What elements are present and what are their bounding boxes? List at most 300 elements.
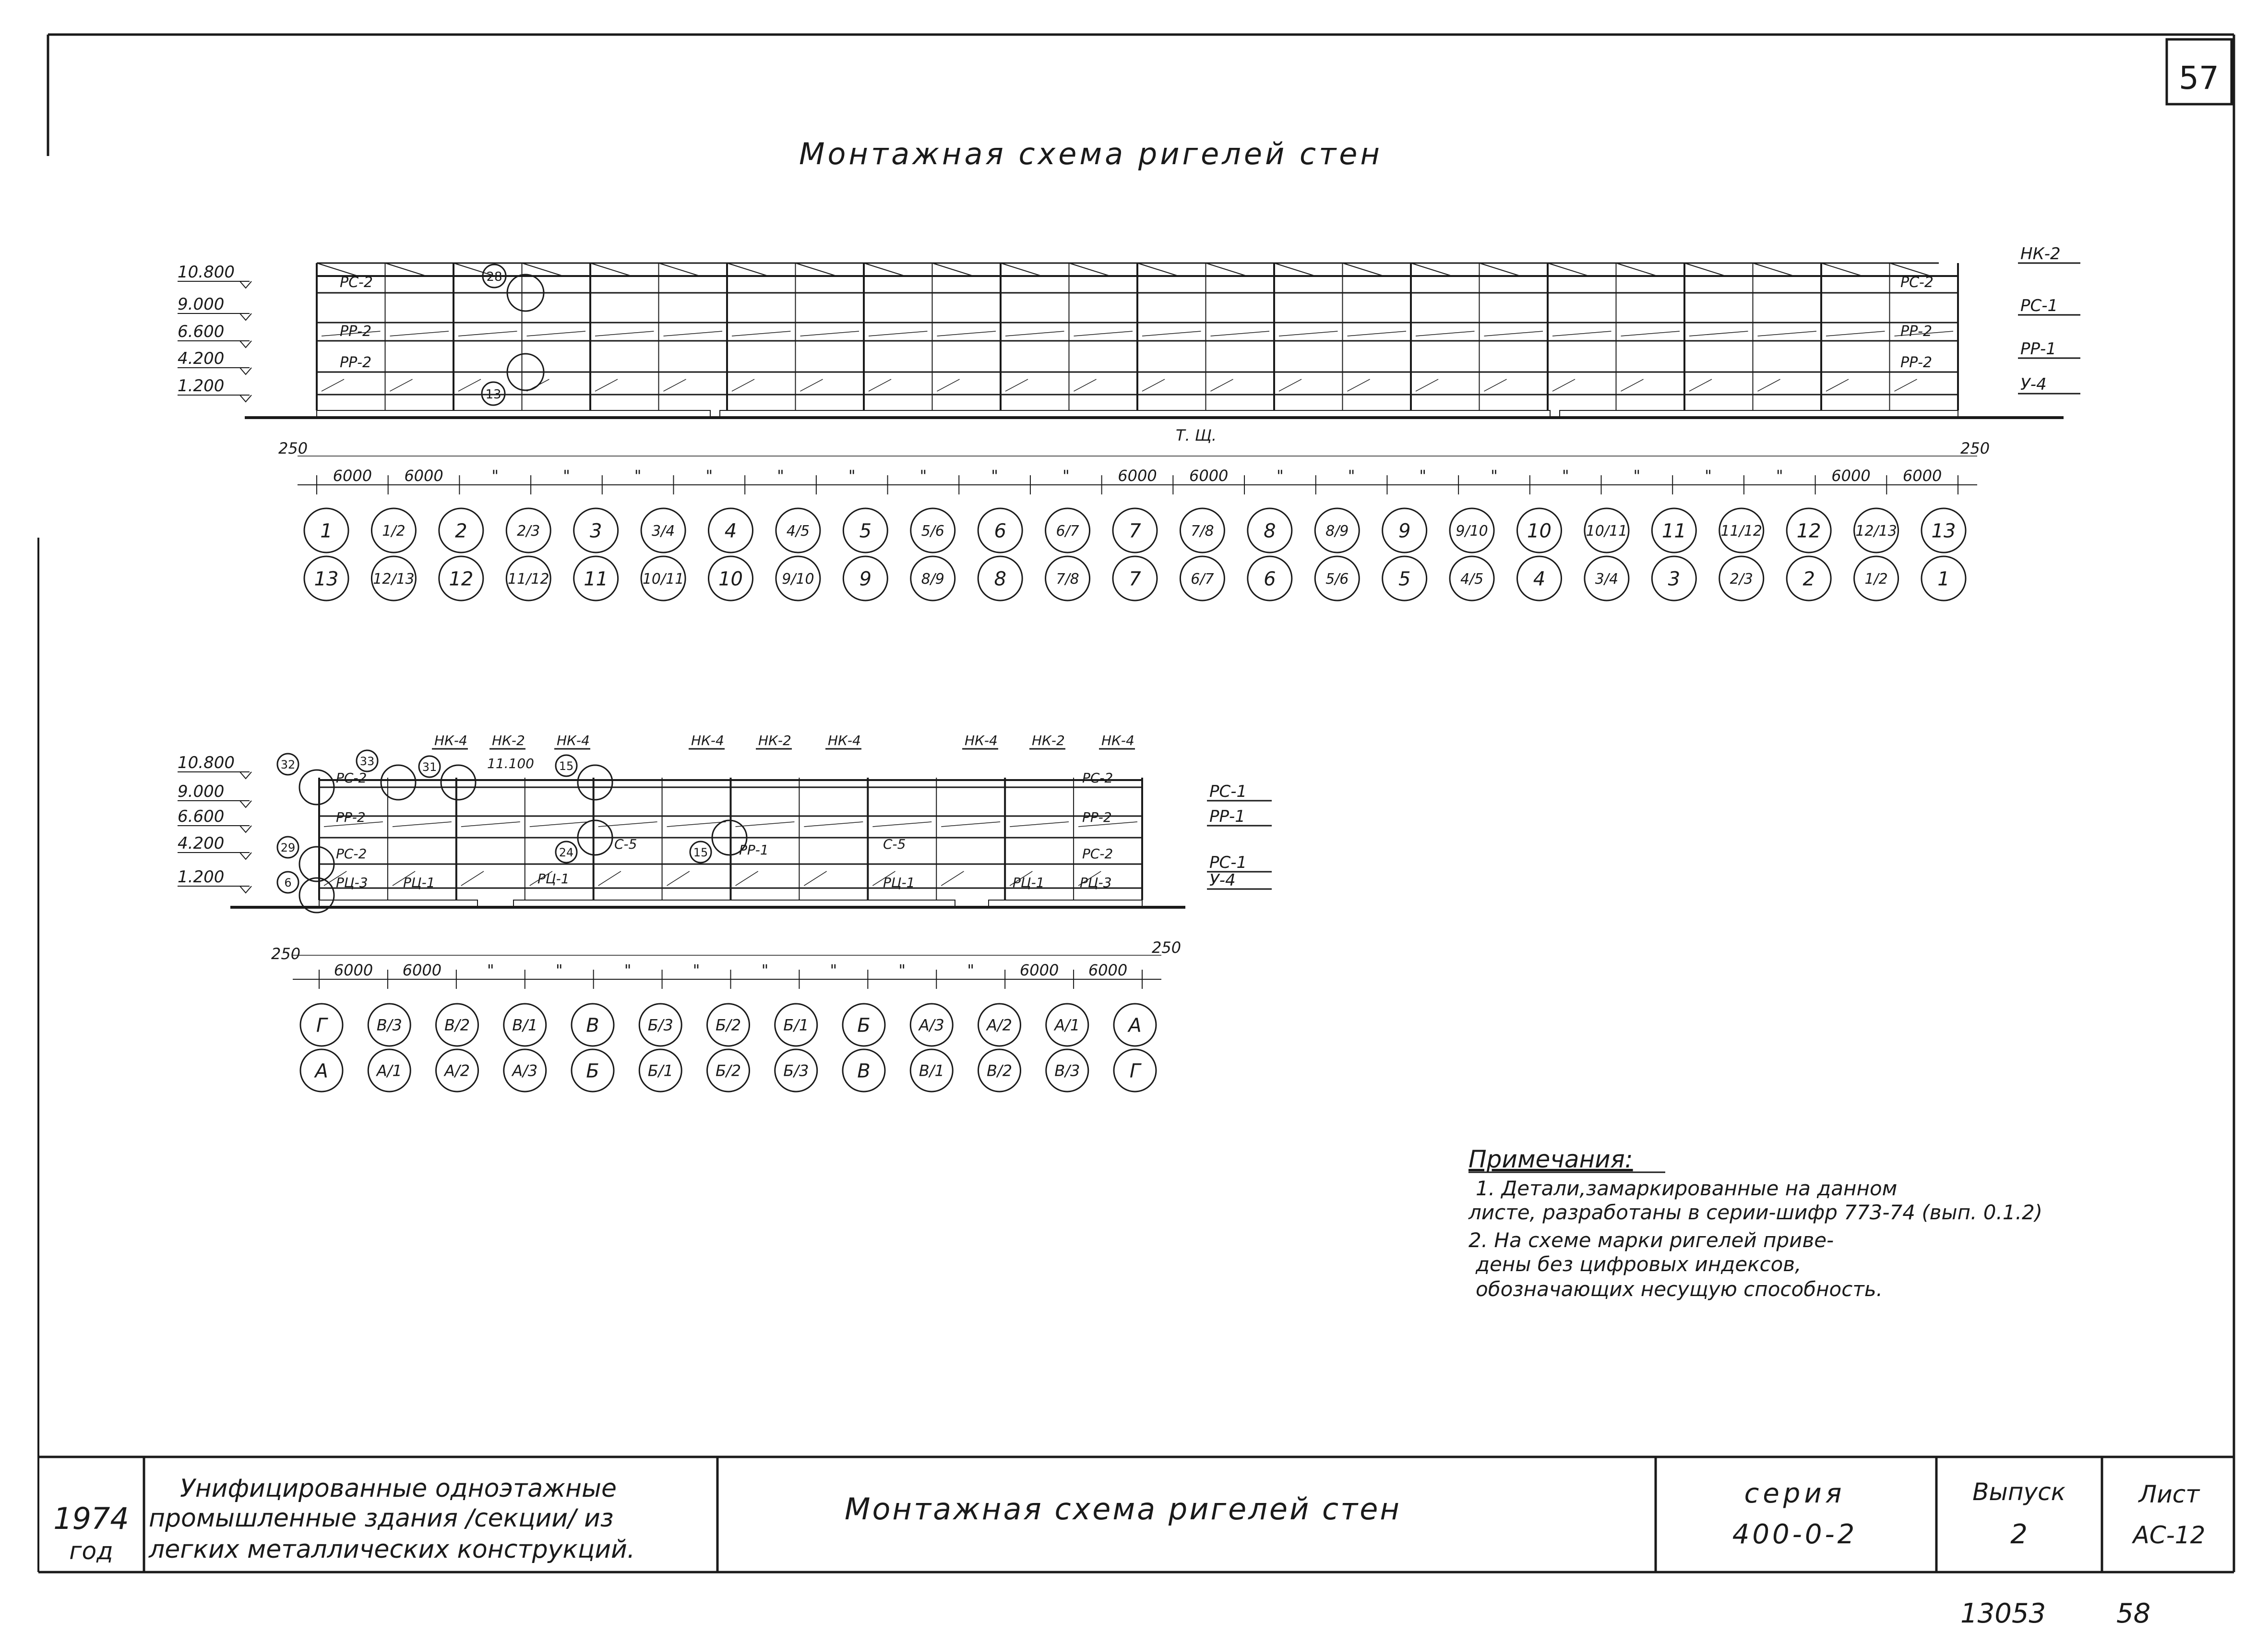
- e2-axis-bottom-1: [300, 1049, 343, 1092]
- e1-brace-b-11: [1005, 379, 1028, 391]
- e2-axis-bottom-12-label: В/3: [1054, 1061, 1080, 1080]
- e2-axis-bottom-1-label: А: [315, 1060, 328, 1082]
- e1-axis-top-23: [1787, 508, 1831, 553]
- tb-project-line-1: Унифицированные одноэтажные: [180, 1474, 617, 1503]
- e1-axis-top-3: [439, 508, 483, 553]
- e1-axis-top-18-label: 9/10: [1456, 522, 1488, 540]
- e1-roof-brace-14: [1206, 263, 1247, 276]
- e2-axis-top-6-label: Б/3: [647, 1016, 673, 1034]
- e1-axis-bottom-23: [1787, 556, 1831, 601]
- e2-callout-29: 29: [280, 841, 296, 854]
- e1-axis-top-17-label: 9: [1398, 520, 1411, 542]
- e1-axis-bottom-6: [641, 556, 685, 601]
- e1-axis-row-bottom: [304, 556, 1966, 601]
- e1-axis-bottom-19: [1517, 556, 1562, 601]
- elevation-1-frame: [245, 263, 2064, 418]
- e2-axis-row-top: [300, 1004, 1156, 1046]
- e2-axis-bottom-11-label: В/2: [986, 1061, 1013, 1080]
- e2-brace-b-5: [598, 871, 621, 886]
- e1-brace-a-13: [1142, 331, 1201, 336]
- e1-span-9: ": [919, 467, 927, 485]
- e1-axis-bottom-22: [1719, 556, 1764, 601]
- e1-brace-b-3: [458, 379, 481, 391]
- e2-top-label-5: НК-4: [691, 733, 724, 748]
- elevation-1: [178, 244, 2080, 601]
- e1-span-10: ": [991, 467, 998, 485]
- e1-brace-b-21: [1689, 379, 1712, 391]
- e2-callout-6: 6: [284, 876, 292, 890]
- e1-axis-top-9: [843, 508, 887, 553]
- e2-side-label-1: РС-1: [1209, 782, 1247, 801]
- e1-axis-top-23-label: 12: [1796, 520, 1821, 542]
- e2-level-arrow-5: [240, 886, 251, 893]
- e2-axis-bottom-2: [368, 1049, 410, 1092]
- e2-level-arrow-1: [240, 772, 251, 779]
- e2-tag-8: РР-1: [739, 842, 769, 858]
- e1-axis-bottom-8: [776, 556, 820, 601]
- e1-axis-top-12-label: 6/7: [1056, 522, 1079, 540]
- e2-axis-top-11-label: А/2: [986, 1016, 1013, 1034]
- e2-axis-top-2-label: В/3: [376, 1016, 402, 1034]
- e2-brace-a-7: [736, 822, 795, 827]
- e2-axis-top-12: [1046, 1004, 1088, 1046]
- e2-tag-2: РР-2: [336, 809, 366, 825]
- e1-span-4: ": [563, 467, 570, 485]
- e1-roof-brace-8: [796, 263, 837, 276]
- e1-roof-brace-15: [1274, 263, 1315, 276]
- e1-span-19: ": [1633, 467, 1641, 485]
- e1-axis-bottom-17-label: 5: [1398, 568, 1411, 590]
- e1-axis-top-11: [978, 508, 1022, 553]
- e2-axis-top-10-label: А/3: [919, 1016, 944, 1034]
- e1-axis-top-11-label: 6: [994, 520, 1006, 542]
- e2-level-4: 4.200: [178, 834, 225, 853]
- e1-axis-top-25: [1922, 508, 1966, 553]
- e1-brace-a-21: [1689, 331, 1748, 336]
- e2-tag-13: РС-2: [1082, 770, 1113, 786]
- e1-brace-a-10: [937, 331, 996, 336]
- e2-span-2: 6000: [402, 961, 442, 979]
- e2-axis-bottom-9: [843, 1049, 885, 1092]
- e1-axis-bottom-1: [304, 556, 348, 601]
- e1-ground-label: Т. Щ.: [1176, 426, 1217, 445]
- e1-roof-brace-12: [1069, 263, 1110, 276]
- e1-right-tag-3: РР-2: [1900, 354, 1933, 371]
- e1-axis-top-17: [1383, 508, 1427, 553]
- e1-axis-bottom-3-label: 12: [449, 568, 474, 590]
- e1-brace-b-24: [1895, 379, 1917, 391]
- e1-level-arrow-4: [240, 368, 251, 374]
- e2-tag-14: РР-2: [1082, 809, 1112, 825]
- e1-axis-top-25-label: 13: [1931, 520, 1956, 542]
- e1-axis-top-4-label: 2/3: [517, 522, 540, 540]
- e2-brace-b-6: [667, 871, 690, 886]
- e1-axis-top-14: [1180, 508, 1224, 553]
- tb-series-value: 400-0-2: [1732, 1519, 1858, 1550]
- e1-brace-a-12: [1074, 331, 1133, 336]
- e1-axis-bottom-4-label: 11/12: [508, 570, 549, 588]
- e2-tag-7: С-5: [614, 836, 637, 852]
- e2-brace-a-11: [1010, 822, 1069, 827]
- e1-axis-top-8: [776, 508, 820, 553]
- e1-roof-brace-19: [1548, 263, 1589, 276]
- svg-text:28: 28: [486, 270, 502, 284]
- e1-brace-a-3: [458, 331, 517, 336]
- e1-span-11: ": [1062, 467, 1070, 485]
- e2-level-3: 6.600: [178, 807, 225, 826]
- e2-foundation-2: [513, 900, 955, 907]
- e1-axis-row-top: [304, 508, 1966, 553]
- e1-axis-top-13: [1113, 508, 1157, 553]
- e2-top-label-9: НК-2: [1032, 733, 1065, 748]
- e1-brace-a-5: [595, 331, 654, 336]
- e1-axis-bottom-4: [506, 556, 550, 601]
- e1-axis-top-20: [1585, 508, 1629, 553]
- page-number: 57: [2179, 60, 2219, 96]
- e1-axis-top-5: [574, 508, 618, 553]
- e1-axis-bottom-12-label: 7/8: [1056, 570, 1079, 588]
- note-line-2: листе, разработаны в серии-шифр 773-74 (вып. 0.1.2): [1468, 1201, 2043, 1224]
- e2-axis-bottom-12: [1046, 1049, 1088, 1092]
- e2-axis-top-13: [1114, 1004, 1156, 1046]
- e2-tag-11: РЦ-1: [1013, 875, 1045, 890]
- tb-issue-value: 2: [2010, 1519, 2028, 1550]
- e1-axis-top-21: [1652, 508, 1696, 553]
- e1-right-tag-1: РС-2: [1900, 274, 1934, 291]
- e2-inner-tags: [336, 770, 1113, 890]
- e1-left-tag-1: РС-2: [340, 274, 373, 291]
- e1-axis-bottom-24-label: 1/2: [1864, 570, 1888, 588]
- e2-brace-b-10: [941, 871, 964, 886]
- e1-brace-b-1: [322, 379, 344, 391]
- e1-span-12: 6000: [1118, 467, 1157, 485]
- tb-drawing-title: Монтажная схема ригелей стен: [845, 1491, 1401, 1527]
- e2-level-2: 9.000: [178, 782, 225, 801]
- e1-level-3: 6.600: [178, 322, 225, 341]
- e2-span-4: ": [555, 961, 563, 979]
- e2-span-dimensions: [293, 955, 1161, 989]
- e1-axis-bottom-13: [1113, 556, 1157, 601]
- e2-brace-a-8: [804, 822, 863, 827]
- e2-offset-left: 250: [271, 945, 301, 963]
- e1-brace-b-13: [1142, 379, 1165, 391]
- e2-axis-top-9: [843, 1004, 885, 1046]
- e2-callout-15a: 15: [559, 759, 574, 773]
- e2-span-5: ": [624, 961, 632, 979]
- e1-brace-b-22: [1758, 379, 1780, 391]
- e2-axis-top-2: [368, 1004, 410, 1046]
- e2-span-10: ": [967, 961, 975, 979]
- e1-brace-b-17: [1416, 379, 1438, 391]
- e2-tag-3: РС-2: [336, 846, 367, 862]
- e1-roof-brace-11: [1001, 263, 1042, 276]
- e1-axis-bottom-14: [1180, 556, 1224, 601]
- e2-axis-bottom-13: [1114, 1049, 1156, 1092]
- e1-span-3: ": [491, 467, 499, 485]
- e1-axis-bottom-15: [1248, 556, 1292, 601]
- e1-axis-top-10: [911, 508, 955, 553]
- svg-text:13: 13: [485, 387, 501, 402]
- e1-axis-top-22-label: 11/12: [1720, 522, 1762, 540]
- e2-top-label-3: НК-4: [557, 733, 590, 748]
- e1-axis-top-9-label: 5: [859, 520, 872, 542]
- elevation-2-level-marks: [178, 753, 251, 893]
- e2-tag-9: С-5: [883, 836, 906, 852]
- e2-callout-15b: 15: [693, 846, 708, 859]
- e2-top-label-4: 11.100: [487, 756, 534, 771]
- e1-brace-a-7: [732, 331, 791, 336]
- e1-brace-b-19: [1552, 379, 1575, 391]
- notes-heading: Примечания:: [1468, 1145, 1633, 1173]
- e1-axis-bottom-23-label: 2: [1802, 568, 1815, 590]
- e1-axis-bottom-22-label: 2/3: [1730, 570, 1753, 588]
- e2-axis-top-13-label: А: [1128, 1014, 1142, 1037]
- e1-span-dimensions: [298, 456, 1977, 494]
- tb-year-unit: год: [69, 1537, 113, 1565]
- notes: [1468, 1145, 2042, 1301]
- e1-brace-a-8: [800, 331, 859, 336]
- e2-brace-a-4: [530, 822, 589, 827]
- e1-left-tag-3: РР-2: [340, 354, 372, 371]
- title-block: [38, 1457, 2234, 1572]
- e1-brace-b-10: [937, 379, 960, 391]
- e2-brace-a-3: [461, 822, 520, 827]
- e1-axis-bottom-2: [371, 556, 416, 601]
- e2-brace-b-8: [804, 871, 826, 886]
- e2-axis-top-10: [910, 1004, 953, 1046]
- tb-series-label: серия: [1744, 1478, 1846, 1509]
- e2-axis-bottom-6: [639, 1049, 681, 1092]
- e1-axis-top-22: [1719, 508, 1764, 553]
- e2-axis-top-7: [707, 1004, 750, 1046]
- e2-callout-33: 33: [359, 755, 375, 768]
- note-line-5: обозначающих несущую способность.: [1476, 1277, 1883, 1301]
- e1-axis-bottom-12: [1046, 556, 1090, 601]
- e1-axis-bottom-2-label: 12/13: [373, 570, 415, 588]
- e1-brace-a-9: [869, 331, 928, 336]
- e1-axis-top-2-label: 1/2: [382, 522, 406, 540]
- e1-offset-left: 250: [278, 439, 308, 457]
- e2-tag-12: РЦ-3: [1080, 875, 1112, 890]
- e1-axis-top-8-label: 4/5: [786, 522, 810, 540]
- e2-brace-a-10: [941, 822, 1000, 827]
- e2-axis-top-11: [979, 1004, 1021, 1046]
- e2-level-arrow-4: [240, 853, 251, 859]
- e1-roof-brace-9: [864, 263, 905, 276]
- e2-axis-top-3-label: В/2: [444, 1016, 470, 1034]
- e2-foundation-1: [319, 900, 477, 907]
- e1-brace-a-17: [1416, 331, 1475, 336]
- e1-axis-bottom-20: [1585, 556, 1629, 601]
- e1-side-label-2: РС-1: [2020, 296, 2058, 315]
- e1-brace-b-9: [869, 379, 891, 391]
- e2-axis-top-6: [639, 1004, 681, 1046]
- e1-roof-brace-10: [932, 263, 974, 276]
- e2-axis-bottom-10-label: В/1: [919, 1061, 944, 1080]
- e1-axis-bottom-8-label: 9/10: [782, 570, 814, 588]
- e1-axis-top-4: [506, 508, 550, 553]
- e1-brace-a-18: [1484, 331, 1543, 336]
- e1-level-arrow-3: [240, 341, 251, 348]
- e1-roof-brace-21: [1684, 263, 1726, 276]
- e1-brace-b-6: [664, 379, 686, 391]
- e1-roof-brace-6: [659, 263, 700, 276]
- e1-side-label-3: РР-1: [2020, 339, 2056, 359]
- e2-level-5: 1.200: [178, 867, 225, 887]
- e2-span-9: ": [898, 961, 906, 979]
- e1-brace-a-15: [1279, 331, 1338, 336]
- e2-side-label-4: У-4: [1209, 871, 1236, 890]
- e1-axis-top-7: [709, 508, 753, 553]
- e2-axis-bottom-7: [707, 1049, 750, 1092]
- e1-brace-b-14: [1211, 379, 1233, 391]
- e2-axis-bottom-4: [504, 1049, 546, 1092]
- e1-axis-top-5-label: 3: [589, 520, 602, 542]
- e1-axis-top-2: [371, 508, 416, 553]
- e2-axis-bottom-11: [979, 1049, 1021, 1092]
- tb-project-line-3: легких металлических конструкций.: [149, 1535, 635, 1564]
- e2-span-3: ": [487, 961, 494, 979]
- e2-axis-bottom-6-label: Б/1: [647, 1061, 673, 1080]
- e1-span-8: ": [848, 467, 856, 485]
- e1-level-arrow-1: [240, 281, 251, 288]
- e2-axis-bottom-5-label: Б: [586, 1060, 599, 1082]
- e1-level-arrow-2: [240, 313, 251, 320]
- e1-axis-bottom-11: [978, 556, 1022, 601]
- e1-span-5: ": [634, 467, 642, 485]
- e1-span-1: 6000: [333, 467, 372, 485]
- e2-tag-4: РЦ-3: [336, 875, 368, 890]
- e1-axis-bottom-1-label: 13: [314, 568, 339, 590]
- e2-span-11: 6000: [1019, 961, 1059, 979]
- e1-level-5: 1.200: [178, 376, 225, 396]
- e2-span-1: 6000: [334, 961, 373, 979]
- e2-axis-top-5: [572, 1004, 614, 1046]
- e1-axis-bottom-10-label: 8/9: [921, 570, 944, 588]
- e1-brace-a-4: [527, 331, 586, 336]
- e2-top-label-1: НК-4: [434, 733, 467, 748]
- e2-axis-bottom-10: [910, 1049, 953, 1092]
- e1-foundation-3: [1560, 410, 1958, 417]
- e1-span-15: ": [1348, 467, 1355, 485]
- e1-axis-top-16: [1315, 508, 1359, 553]
- e1-axis-top-10-label: 5/6: [921, 522, 944, 540]
- e2-tag-10: РЦ-1: [883, 875, 915, 890]
- e1-axis-bottom-20-label: 3/4: [1595, 570, 1619, 588]
- e2-axis-top-4: [504, 1004, 546, 1046]
- e1-brace-b-15: [1279, 379, 1301, 391]
- e1-axis-bottom-3: [439, 556, 483, 601]
- e2-side-label-3: РС-1: [1209, 853, 1247, 872]
- e1-level-arrow-5: [240, 395, 251, 402]
- e1-axis-top-15: [1248, 508, 1292, 553]
- e2-tag-6: РЦ-1: [537, 871, 570, 887]
- e2-axis-bottom-13-label: Г: [1129, 1060, 1141, 1082]
- e2-axis-top-8-label: Б/1: [783, 1016, 809, 1034]
- e1-axis-bottom-16-label: 5/6: [1325, 570, 1349, 588]
- e1-axis-top-15-label: 8: [1264, 520, 1276, 542]
- e1-roof-brace-2: [385, 263, 427, 276]
- e1-brace-b-8: [800, 379, 823, 391]
- e1-brace-a-14: [1211, 331, 1270, 336]
- e1-roof-brace-5: [590, 263, 632, 276]
- e2-axis-top-4-label: В/1: [512, 1016, 538, 1034]
- e1-axis-bottom-15-label: 6: [1264, 568, 1276, 590]
- e1-roof-brace-13: [1137, 263, 1179, 276]
- e2-axis-top-1: [300, 1004, 343, 1046]
- e2-tag-5: РЦ-1: [403, 875, 435, 890]
- e2-level-arrow-2: [240, 801, 251, 807]
- e2-brace-b-7: [736, 871, 758, 886]
- e2-tag-1: РС-2: [336, 770, 367, 786]
- e1-axis-bottom-5-label: 11: [584, 568, 609, 590]
- e1-axis-bottom-21-label: 3: [1668, 568, 1681, 590]
- e1-roof-brace-17: [1411, 263, 1452, 276]
- e2-axis-row-bottom: [300, 1049, 1156, 1092]
- e2-top-label-10: НК-4: [1101, 733, 1134, 748]
- e1-axis-bottom-16: [1315, 556, 1359, 601]
- e2-brace-a-9: [872, 822, 931, 827]
- e2-axis-bottom-3-label: А/2: [444, 1061, 470, 1080]
- e1-axis-bottom-25-label: 1: [1937, 568, 1950, 590]
- e1-axis-bottom-25: [1922, 556, 1966, 601]
- e1-axis-top-13-label: 7: [1129, 520, 1141, 542]
- e1-axis-top-7-label: 4: [724, 520, 737, 542]
- note-line-3: 2. На схеме марки ригелей приве-: [1468, 1228, 1834, 1252]
- e1-brace-b-23: [1826, 379, 1849, 391]
- e1-level-4: 4.200: [178, 349, 225, 368]
- e1-axis-top-20-label: 10/11: [1586, 522, 1628, 540]
- e2-axis-top-3: [436, 1004, 478, 1046]
- tb-sheet-label: Лист: [2138, 1480, 2200, 1508]
- e1-axis-top-21-label: 11: [1661, 520, 1686, 542]
- e1-level-2: 9.000: [178, 295, 225, 314]
- e1-axis-top-3-label: 2: [455, 520, 467, 542]
- e1-span-14: ": [1277, 467, 1284, 485]
- e1-brace-b-18: [1484, 379, 1507, 391]
- e2-axis-top-5-label: В: [586, 1014, 599, 1037]
- e2-top-labels: [432, 733, 1135, 771]
- e2-axis-bottom-7-label: Б/2: [715, 1061, 741, 1080]
- e2-brace-b-3: [461, 871, 484, 886]
- e1-roof-brace-7: [727, 263, 768, 276]
- e1-span-20: ": [1705, 467, 1712, 485]
- e1-span-22: 6000: [1831, 467, 1871, 485]
- tb-project-line-2: промышленные здания /секции/ из: [149, 1504, 614, 1533]
- e1-level-1: 10.800: [178, 263, 235, 282]
- e1-roof-brace-23: [1821, 263, 1862, 276]
- e1-axis-top-14-label: 7/8: [1191, 522, 1214, 540]
- e2-top-label-2: НК-2: [492, 733, 525, 748]
- e1-axis-top-19-label: 10: [1527, 520, 1552, 542]
- e1-side-label-1: НК-2: [2020, 244, 2061, 264]
- e1-brace-a-22: [1758, 331, 1817, 336]
- e2-span-12: 6000: [1088, 961, 1128, 979]
- tb-issue-label: Выпуск: [1972, 1478, 2065, 1506]
- e1-span-6: ": [705, 467, 713, 485]
- e1-axis-bottom-11-label: 8: [994, 568, 1006, 590]
- note-line-4: дены без цифровых индексов,: [1476, 1252, 1802, 1276]
- e1-axis-top-16-label: 8/9: [1325, 522, 1349, 540]
- tb-sheet-value: АС-12: [2133, 1521, 2206, 1549]
- e1-brace-a-6: [664, 331, 723, 336]
- e1-axis-top-1: [304, 508, 348, 553]
- footer-number-2: 58: [2116, 1598, 2151, 1629]
- e1-brace-a-16: [1348, 331, 1407, 336]
- e1-brace-b-16: [1348, 379, 1370, 391]
- elevation-1-level-marks: [178, 263, 251, 402]
- e1-brace-a-2: [390, 331, 449, 336]
